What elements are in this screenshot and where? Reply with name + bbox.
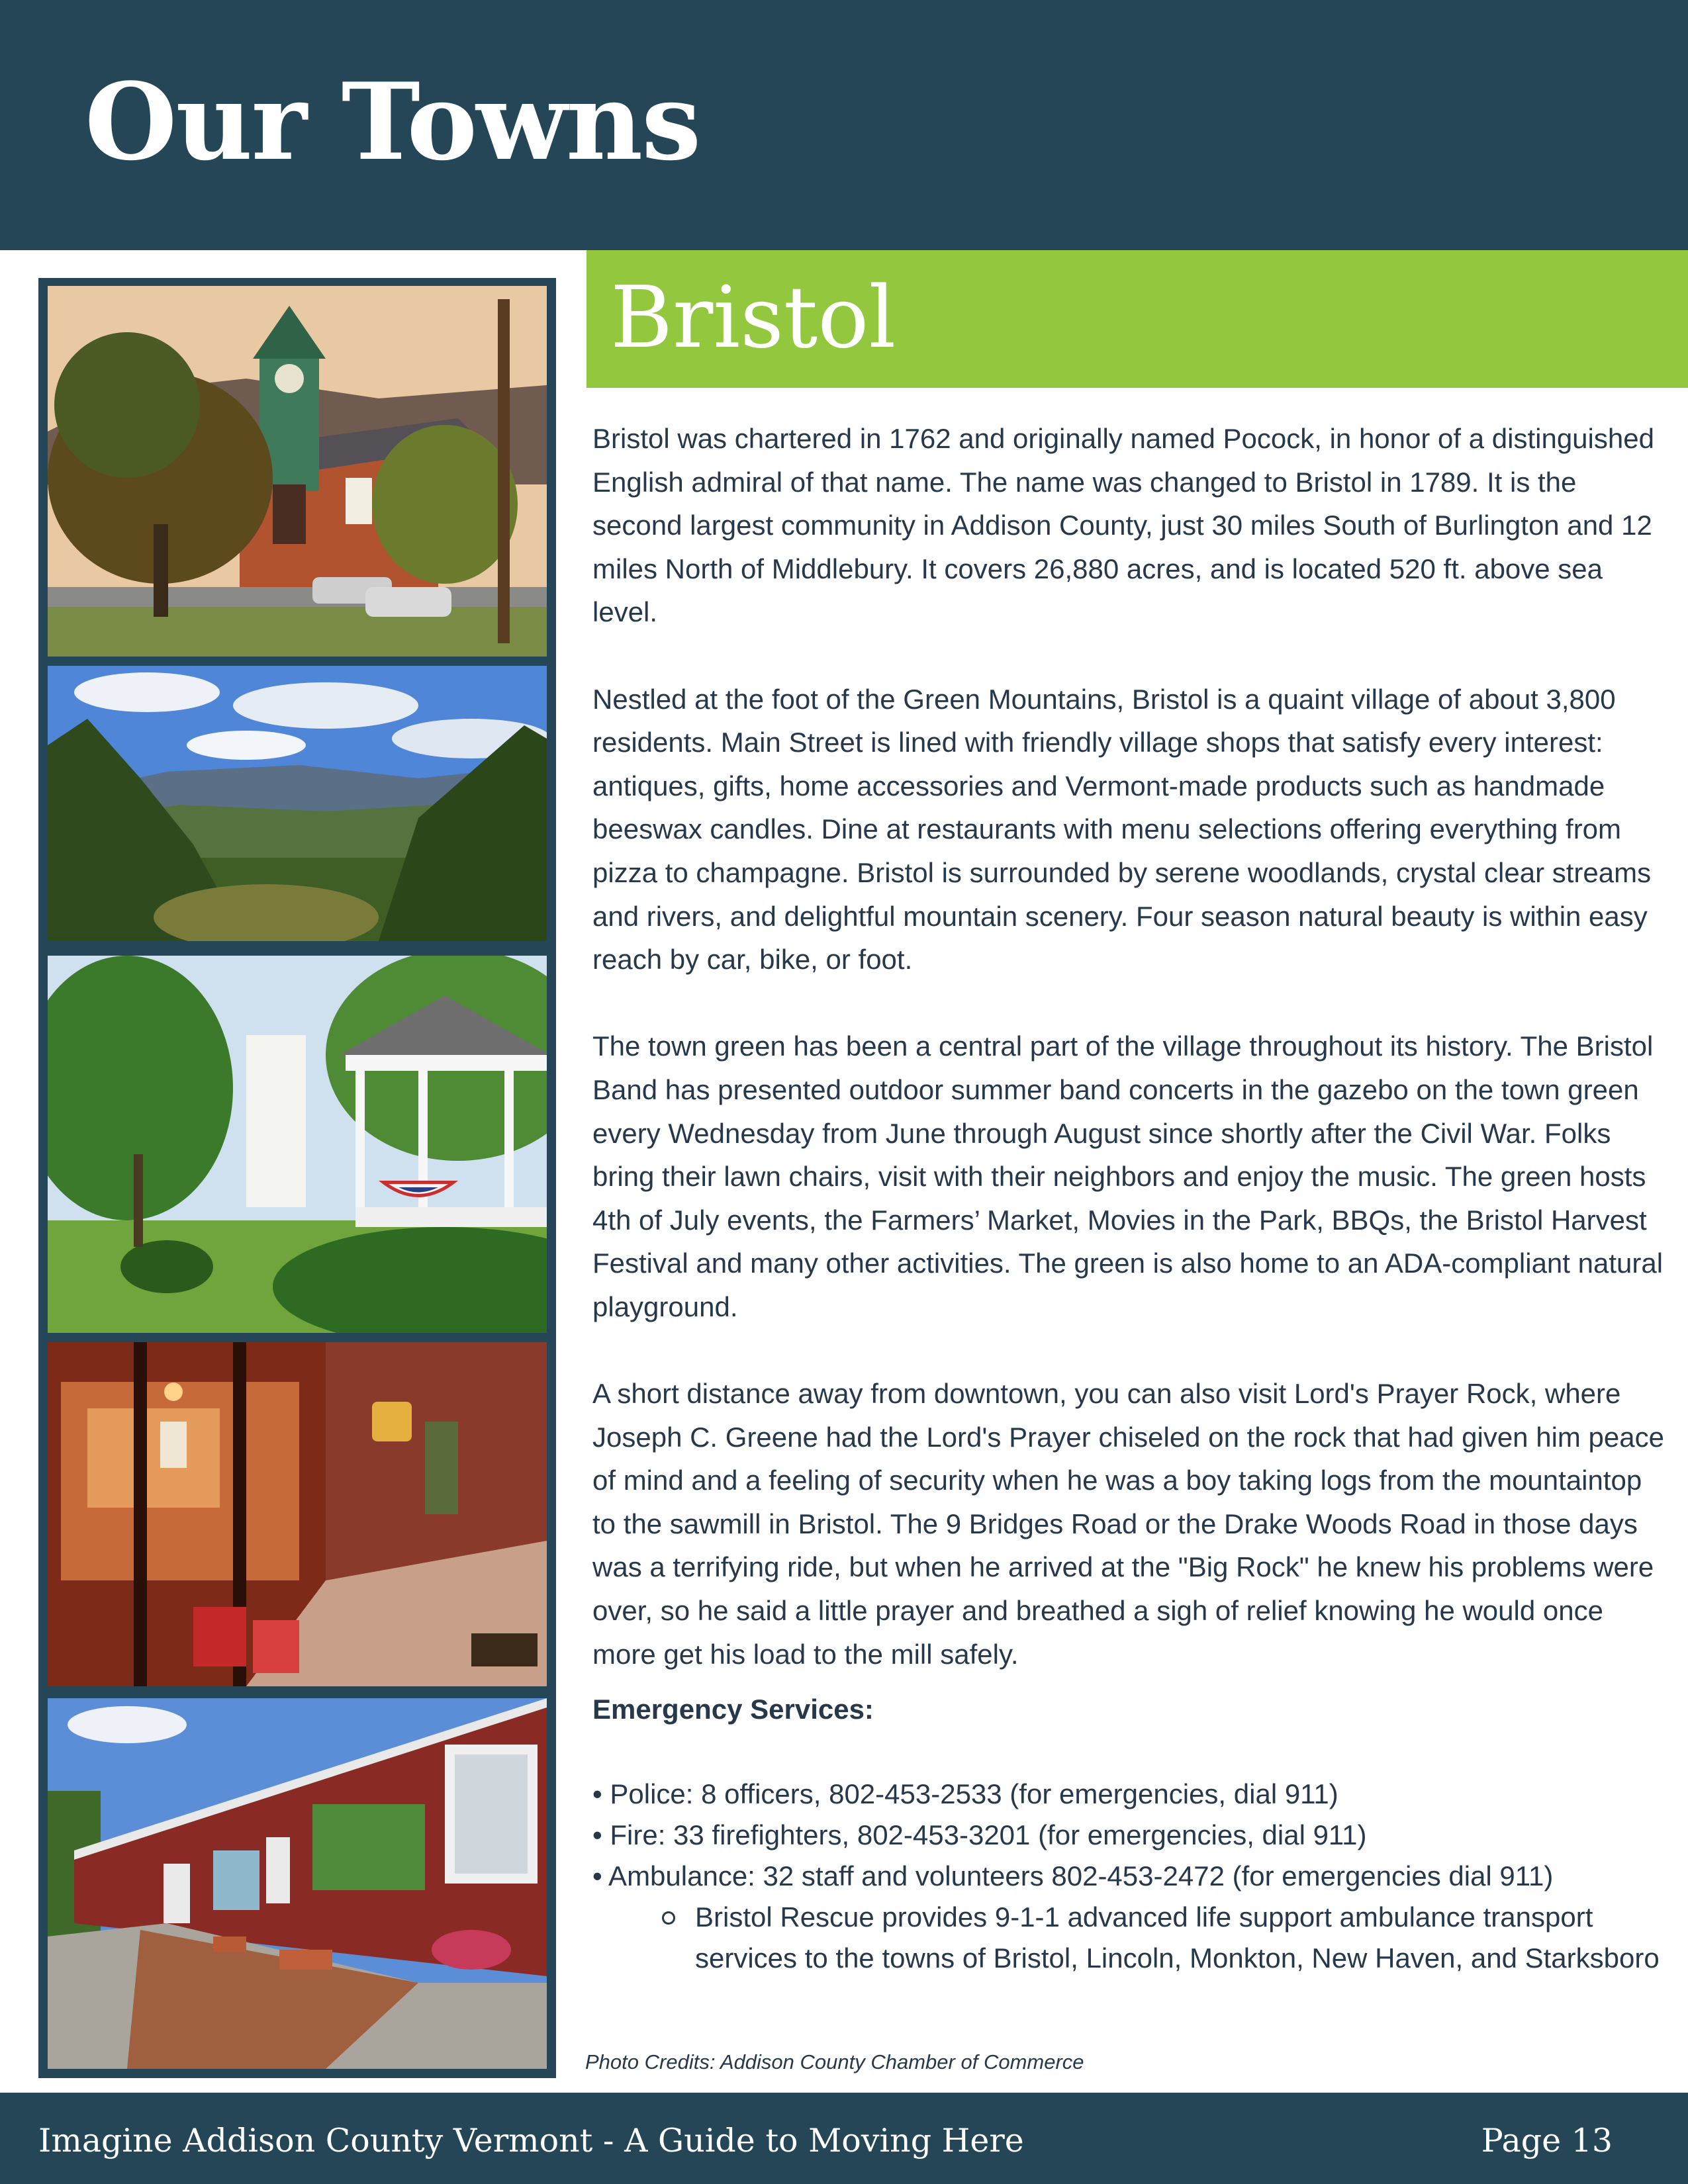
page-footer [0, 2093, 1688, 2184]
photo-mountain-vista [48, 666, 547, 941]
paragraph-village: Nestled at the foot of the Green Mountains, Bristol is a quaint village of about 3,800 residents. Main Street is lined with friendly village shops that satisfy every interest: antiques, gifts, home accessories and Vermont-made products such as handmade beeswax candles. Dine at restaurants with menu selections offering everything from pizza to champagne. Bristol is surrounded by serene woodlands, crystal clear streams and rivers, and delightful mountain scenery. Four season natural beauty is within easy reach by car, bike, or foot. [592, 683, 1652, 976]
guide-title: Imagine Addison County Vermont - A Guide to Moving Here [38, 2122, 1024, 2160]
emergency-services [592, 1689, 1665, 1979]
page-title: Our Towns [85, 60, 700, 184]
page-number: Page 13 [1481, 2122, 1613, 2160]
town-description [592, 417, 1665, 1979]
emergency-ambulance: • Ambulance: 32 staff and volunteers 802-453-2472 (for emergencies dial 911) [592, 1860, 1554, 1891]
paragraph-town-green: The town green has been a central part of the village throughout its history. The Bristol Band has presented outdoor summer band concerts in the gazebo on the town green every Wednesday from June through August since shortly after the Civil War. Folks bring their lawn chairs, visit with their neighbors and enjoy the music. The green hosts 4th of July events, the Farmers’ Market, Movies in the Park, BBQs, the Bristol Harvest Festival and many other activities. The green is also home to an ADA-compliant natural playground. [592, 1030, 1664, 1322]
town-name: Bristol [610, 269, 896, 367]
photo-clock-tower-building [48, 286, 547, 657]
emergency-police: • Police: 8 officers, 802-453-2533 (for emergencies, dial 911) [592, 1778, 1338, 1809]
emergency-rescue-text: Bristol Rescue provides 9-1-1 advanced life support ambulance transport services to the towns of Bristol, Lincoln, Monkton, New Haven, and Starksboro [695, 1901, 1660, 1974]
emergency-rescue-item [695, 1897, 1665, 1979]
photo-column [38, 278, 556, 2078]
emergency-list [592, 1774, 1665, 1897]
emergency-fire: • Fire: 33 firefighters, 802-453-3201 (for emergencies, dial 911) [592, 1819, 1367, 1850]
emergency-sublist [592, 1897, 1665, 1979]
photo-red-building-murals [48, 1698, 547, 2069]
town-heading-banner [586, 250, 1688, 388]
hollow-bullet-icon [662, 1911, 675, 1925]
paragraph-prayer-rock: A short distance away from downtown, you can also visit Lord's Prayer Rock, where Joseph C. Greene had the Lord's Prayer chiseled on the rock that had given him peace of mind and a feeling of security when he was a boy taking logs from the mountaintop to the sawmill in Bristol. The 9 Bridges Road or the Drake Woods Road in those days was a terrifying ride, but when he arrived at the "Big Rock" he knew his problems were over, so he said a little prayer and breathed a sigh of relief knowing he would once more get his load to the mill safely. [592, 1378, 1664, 1670]
emergency-heading: Emergency Services: [592, 1694, 874, 1725]
page-header [0, 0, 1688, 250]
photo-gazebo-on-green [48, 956, 547, 1333]
paragraph-history: Bristol was chartered in 1762 and originally named Pocock, in honor of a distinguished English admiral of that name. The name was changed to Bristol in 1789. It is the second largest community in Addison County, just 30 miles South of Burlington and 12 miles North of Middlebury. It covers 26,880 acres, and is located 520 ft. above sea level. [592, 423, 1654, 628]
photo-credit: Photo Credits: Addison County Chamber of Commerce [585, 2050, 1084, 2073]
photo-main-street-storefronts [48, 1342, 547, 1686]
